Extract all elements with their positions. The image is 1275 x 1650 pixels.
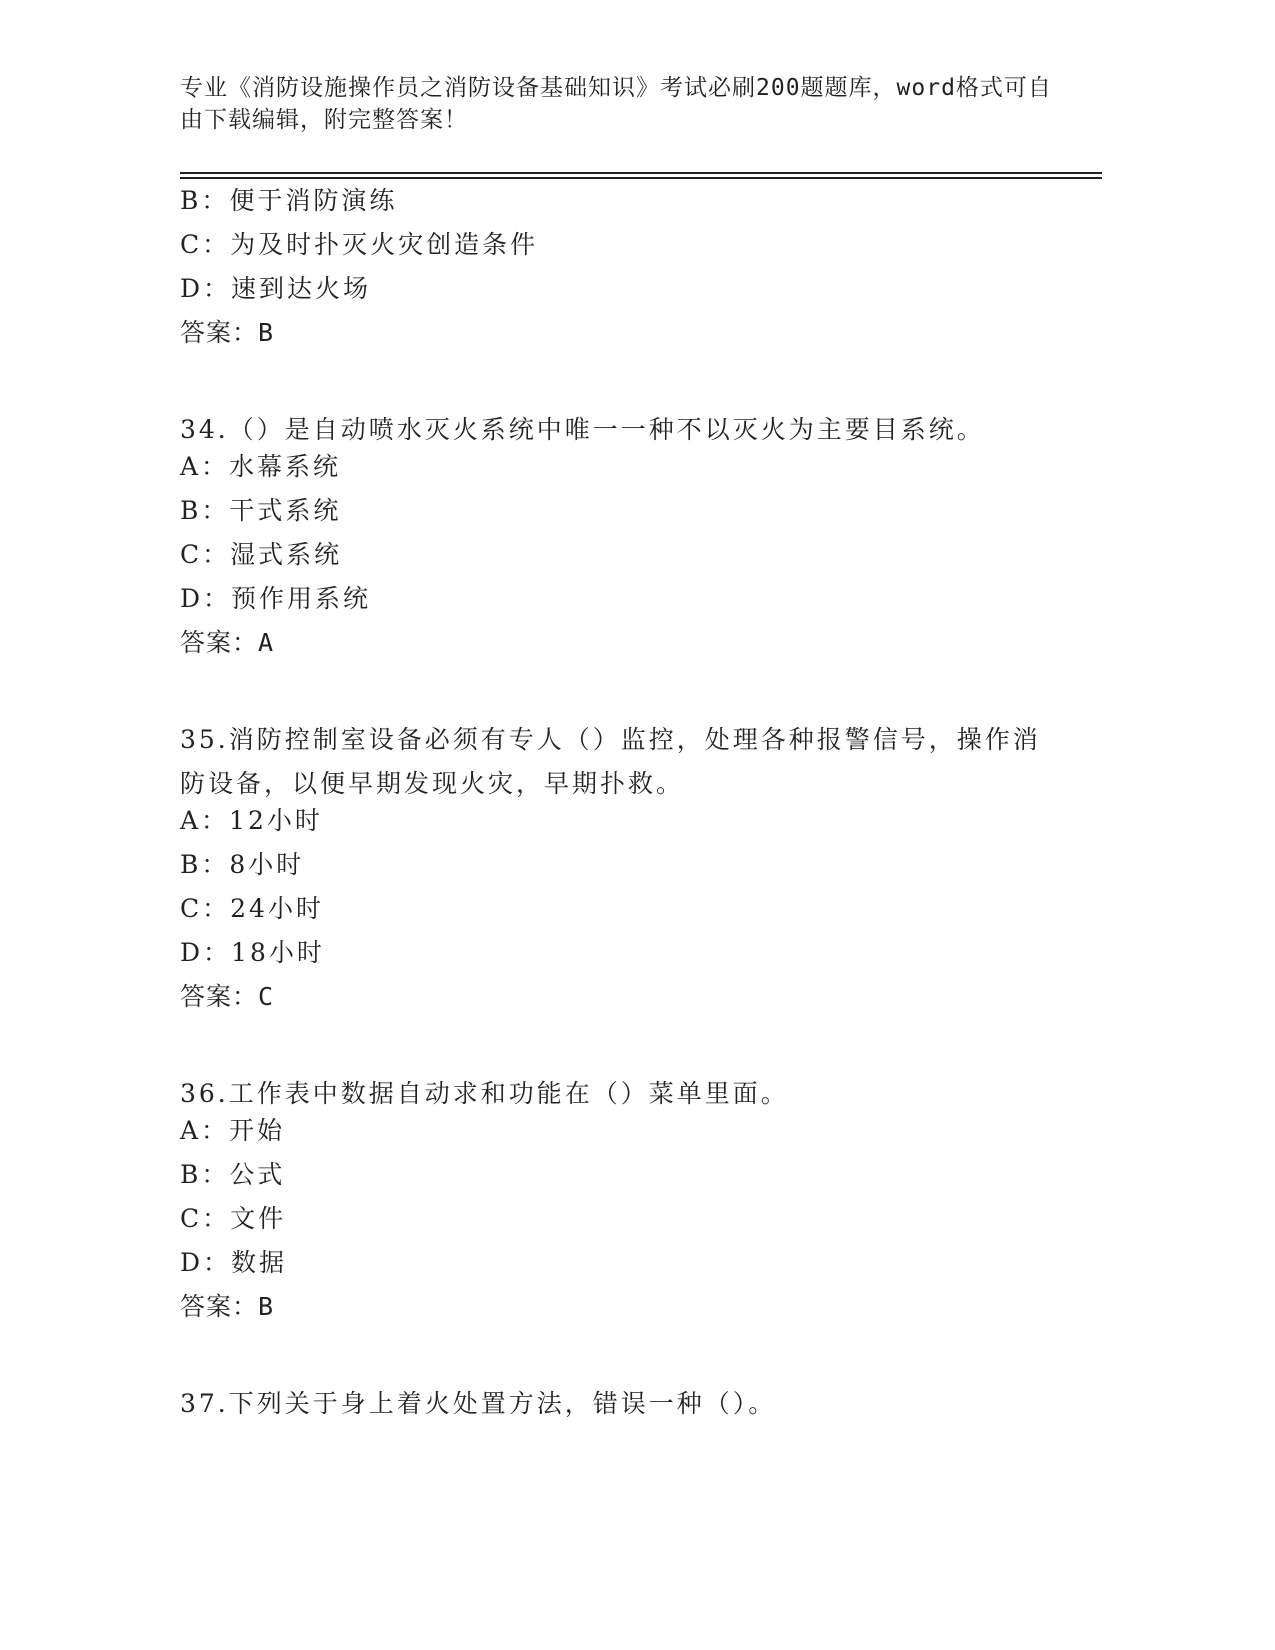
option: D：18小时	[180, 938, 325, 967]
option: A：开始	[180, 1116, 286, 1145]
option: A：水幕系统	[180, 452, 342, 481]
spacer	[180, 362, 1060, 406]
option: B：8小时	[180, 850, 305, 879]
header-rule-bottom	[180, 177, 1102, 179]
answer: 答案：A	[180, 628, 275, 657]
option: C：为及时扑灭火灾创造条件	[180, 230, 539, 259]
question-block-35	[180, 718, 1060, 1026]
question-text: 36.工作表中数据自动求和功能在（）菜单里面。	[180, 1079, 789, 1108]
spacer	[180, 672, 1060, 716]
question-text: 34.（）是自动喷水灭火系统中唯一一种不以灭火为主要目系统。	[180, 415, 985, 444]
question-text: 37.下列关于身上着火处置方法，错误一种（）。	[180, 1389, 777, 1418]
option: B：便于消防演练	[180, 186, 398, 215]
option: C：文件	[180, 1204, 287, 1233]
option: B：干式系统	[180, 496, 342, 525]
spacer	[180, 1336, 1060, 1380]
option: A：12小时	[180, 806, 323, 835]
option: C：24小时	[180, 894, 324, 923]
option: D：速到达火场	[180, 274, 372, 303]
answer: 答案：B	[180, 318, 275, 347]
question-block-34	[180, 408, 1060, 672]
option: D：数据	[180, 1248, 288, 1277]
question-block-36	[180, 1072, 1060, 1336]
document-header: 专业《消防设施操作员之消防设备基础知识》考试必刷200题题库，word格式可自由下载编辑，附完整答案！	[180, 75, 1052, 133]
answer: 答案：C	[180, 982, 275, 1011]
question-block-37	[180, 1382, 1060, 1426]
question-block-prev	[180, 186, 1060, 362]
answer: 答案：B	[180, 1292, 275, 1321]
option: D：预作用系统	[180, 584, 372, 613]
question-list	[180, 186, 1060, 1426]
option: C：湿式系统	[180, 540, 343, 569]
option: B：公式	[180, 1160, 286, 1189]
header-rule-top	[180, 172, 1102, 174]
question-text: 35.消防控制室设备必须有专人（）监控，处理各种报警信号，操作消防设备，以便早期发现火灾，早期扑救。	[180, 725, 1041, 798]
spacer	[180, 1026, 1060, 1070]
